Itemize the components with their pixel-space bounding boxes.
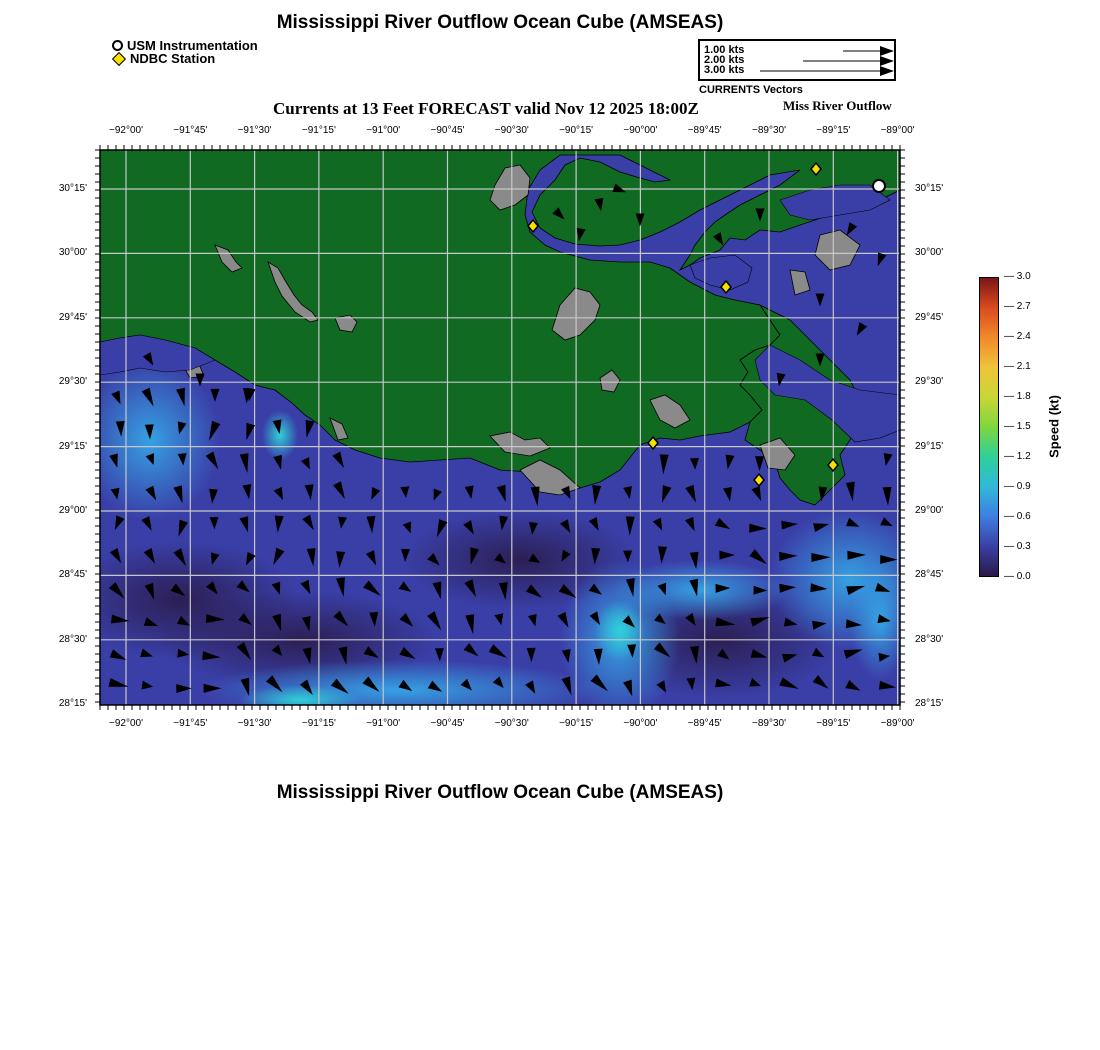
colorbar-tick-label: — 1.2 [1004, 451, 1031, 462]
colorbar-tick-label: — 1.8 [1004, 391, 1031, 402]
lon-tick-label-top: −89°00' [880, 125, 915, 136]
lat-tick-label-right: 29°45' [915, 311, 944, 323]
lon-tick-label-bottom: −91°15' [301, 718, 336, 729]
colorbar-tick-label: — 0.6 [1004, 511, 1031, 522]
usm-instrument-marker [873, 180, 885, 192]
lon-tick-label-top: −90°45' [430, 125, 465, 136]
lon-tick-label-bottom: −91°00' [366, 718, 401, 729]
lat-tick-label-left: 29°45' [58, 311, 87, 323]
colorbar-tick-label: — 0.0 [1004, 571, 1031, 582]
lon-tick-label-top: −91°30' [237, 125, 272, 136]
lon-tick-label-top: −89°30' [752, 125, 786, 136]
lat-tick-label-right: 30°00' [915, 247, 944, 259]
region-label: Miss River Outflow [783, 98, 892, 113]
lat-tick-label-left: 28°45' [58, 569, 87, 581]
colorbar-tick-label: — 0.3 [1004, 541, 1031, 552]
lat-tick-label-right: 28°30' [915, 633, 944, 645]
lat-tick-label-right: 30°15' [915, 183, 944, 194]
lat-tick-label-left: 30°15' [58, 183, 87, 194]
lat-tick-label-left: 29°00' [58, 505, 87, 516]
colorbar-label: Speed (kt) [1046, 395, 1062, 458]
lat-tick-label-right: 29°00' [915, 505, 944, 516]
vector-legend-entry: 1.00 kts [704, 44, 745, 56]
lon-tick-label-bottom: −89°15' [816, 718, 851, 729]
second-map-title: Mississippi River Outflow Ocean Cube (AMSEAS) [276, 782, 724, 803]
vector-legend-entry: 2.00 kts [704, 54, 745, 66]
colorbar-tick-label: — 2.7 [1004, 301, 1031, 312]
lat-tick-label-left: 28°15' [58, 698, 87, 710]
lat-tick-label-right: 29°30' [915, 376, 944, 388]
lon-tick-label-top: −89°45' [687, 125, 722, 136]
lat-tick-label-right: 29°15' [915, 440, 944, 452]
lon-tick-label-top: −91°00' [366, 125, 401, 136]
lat-tick-label-left: 30°00' [58, 247, 87, 259]
vector-legend-entry: 3.00 kts [704, 64, 745, 76]
colorbar-tick-label: — 3.0 [1004, 271, 1031, 282]
lon-tick-label-top: −90°30' [494, 125, 529, 136]
lon-tick-label-top: −90°00' [623, 125, 658, 136]
colorbar-tick-label: — 1.5 [1004, 421, 1031, 432]
lon-tick-label-bottom: −89°45' [687, 718, 722, 729]
lon-tick-label-bottom: −90°45' [430, 718, 465, 729]
lat-tick-label-left: 29°15' [58, 440, 87, 452]
legend-ndbc-label: NDBC Station [130, 51, 216, 66]
lat-tick-label-left: 28°30' [58, 633, 87, 645]
map-subtitle: Currents at 13 Feet FORECAST valid Nov 12 2025 18:00Z [273, 99, 699, 118]
lat-tick-label-right: 28°45' [915, 569, 944, 581]
colorbar [979, 277, 999, 577]
lon-tick-label-bottom: −90°15' [559, 718, 594, 729]
lon-tick-label-bottom: −91°30' [237, 718, 272, 729]
colorbar-tick-label: — 2.4 [1004, 331, 1031, 342]
lon-tick-label-top: −92°00' [109, 125, 143, 136]
lon-tick-label-bottom: −89°30' [752, 718, 786, 729]
legend-usm-label: USM Instrumentation [127, 38, 258, 53]
lon-tick-label-bottom: −92°00' [109, 718, 143, 729]
lon-tick-label-top: −90°15' [559, 125, 594, 136]
lon-tick-label-top: −91°45' [173, 125, 208, 136]
lon-tick-label-bottom: −91°45' [173, 718, 208, 729]
map-title: Mississippi River Outflow Ocean Cube (AMSEAS) [276, 12, 724, 33]
lon-tick-label-bottom: −90°30' [494, 718, 529, 729]
colorbar-tick-label: — 0.9 [1004, 481, 1031, 492]
lat-tick-label-left: 29°30' [58, 376, 87, 388]
colorbar-tick-label: — 2.1 [1004, 361, 1031, 372]
lon-tick-label-top: −89°15' [816, 125, 851, 136]
lon-tick-label-bottom: −90°00' [623, 718, 658, 729]
lon-tick-label-bottom: −89°00' [880, 718, 915, 729]
vector-legend-label: CURRENTS Vectors [699, 84, 803, 96]
lat-tick-label-right: 28°15' [915, 698, 944, 710]
lon-tick-label-top: −91°15' [301, 125, 336, 136]
